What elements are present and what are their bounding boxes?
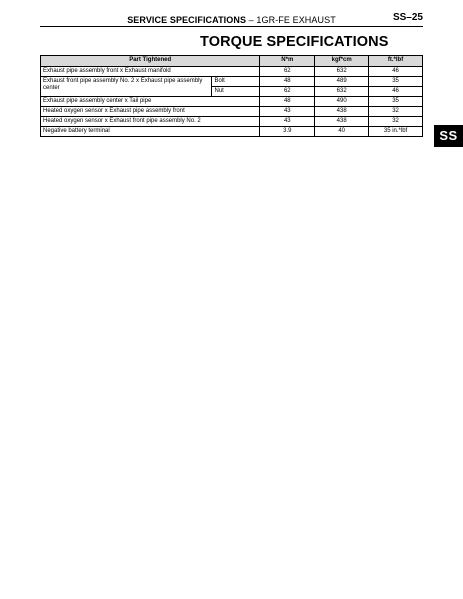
cell-kgfcm: 438 <box>315 117 369 127</box>
cell-ftlbf: 35 in.*lbf <box>369 127 423 137</box>
cell-kgfcm: 438 <box>315 107 369 117</box>
cell-nm: 48 <box>260 77 315 87</box>
cell-nm: 48 <box>260 97 315 107</box>
table-row <box>41 67 423 77</box>
cell-ftlbf: 46 <box>369 67 423 77</box>
cell-ftlbf: 32 <box>369 107 423 117</box>
page-number: SS–25 <box>392 12 423 23</box>
header-separator: – <box>246 15 257 25</box>
cell-fastener-type: Nut <box>212 87 260 97</box>
cell-part: Heated oxygen sensor x Exhaust pipe assembly front <box>41 107 260 117</box>
header-subsection-name: 1GR-FE EXHAUST <box>256 15 336 25</box>
table-row <box>41 77 423 87</box>
torque-spec-table <box>40 55 423 137</box>
cell-ftlbf: 35 <box>369 97 423 107</box>
table-row <box>41 107 423 117</box>
table-header-row <box>41 56 423 67</box>
cell-part: Negative battery terminal <box>41 127 260 137</box>
cell-nm: 3.9 <box>260 127 315 137</box>
cell-kgfcm: 489 <box>315 77 369 87</box>
section-title: TORQUE SPECIFICATIONS <box>200 34 389 50</box>
table-row <box>41 97 423 107</box>
cell-kgfcm: 40 <box>315 127 369 137</box>
cell-ftlbf: 35 <box>369 77 423 87</box>
cell-nm: 62 <box>260 87 315 97</box>
cell-kgfcm: 632 <box>315 67 369 77</box>
table-row <box>41 127 423 137</box>
cell-fastener-type: Bolt <box>212 77 260 87</box>
section-side-tab: SS <box>434 125 463 147</box>
header-rule <box>40 26 423 27</box>
cell-nm: 43 <box>260 117 315 127</box>
column-header-part: Part Tightened <box>41 56 260 67</box>
cell-part: Exhaust front pipe assembly No. 2 x Exhaust pipe assembly center <box>41 77 212 97</box>
header-section-name: SERVICE SPECIFICATIONS <box>127 15 247 25</box>
cell-nm: 43 <box>260 107 315 117</box>
cell-part: Exhaust pipe assembly front x Exhaust manifold <box>41 67 260 77</box>
cell-kgfcm: 632 <box>315 87 369 97</box>
column-header-kgfcm: kgf*cm <box>315 56 369 67</box>
cell-part: Heated oxygen sensor x Exhaust front pipe assembly No. 2 <box>41 117 260 127</box>
cell-kgfcm: 490 <box>315 97 369 107</box>
page-header <box>40 15 423 25</box>
cell-nm: 62 <box>260 67 315 77</box>
cell-ftlbf: 32 <box>369 117 423 127</box>
cell-ftlbf: 46 <box>369 87 423 97</box>
column-header-nm: N*m <box>260 56 315 67</box>
cell-part: Exhaust pipe assembly center x Tail pipe <box>41 97 260 107</box>
column-header-ftlbf: ft.*lbf <box>369 56 423 67</box>
table-row <box>41 117 423 127</box>
